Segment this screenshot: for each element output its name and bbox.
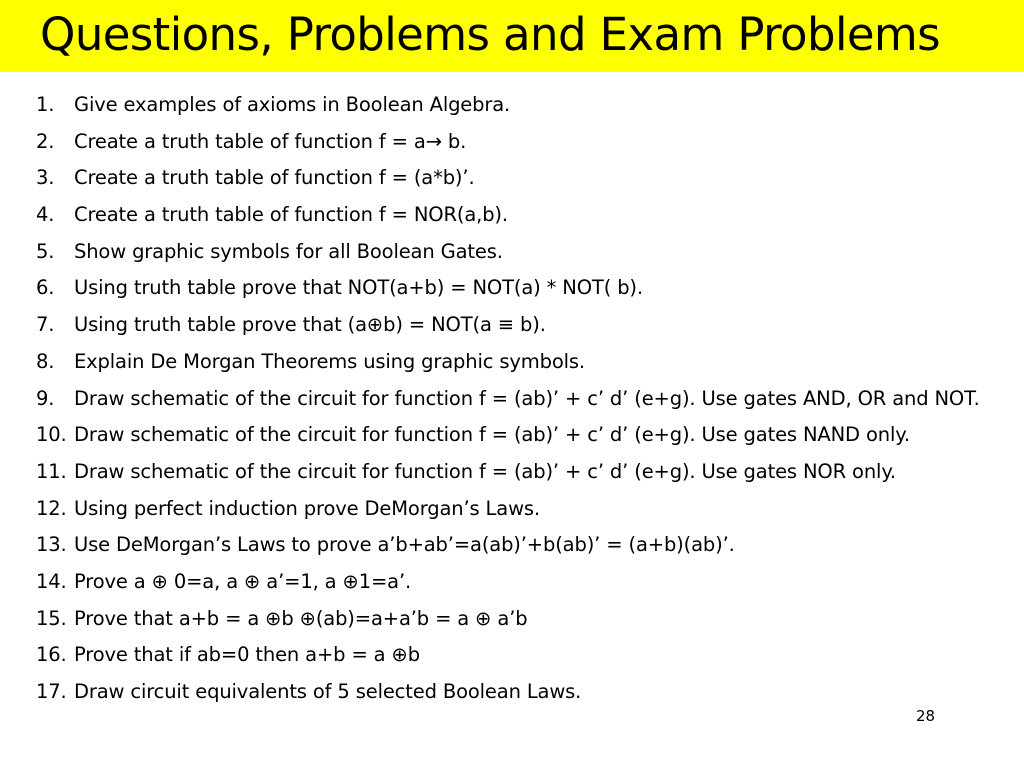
item-number: 2. [36, 129, 55, 153]
item-number: 6. [36, 276, 55, 300]
item-number: 1. [36, 93, 55, 116]
item-text: Create a truth table of function f = (a*b)’. [74, 166, 475, 190]
list-item [36, 494, 996, 525]
item-number: 5. [36, 239, 55, 263]
list-item [36, 457, 996, 488]
item-number: 11. [36, 459, 67, 483]
item-number: 15. [36, 606, 67, 630]
item-text: Draw schematic of the circuit for function f = (ab)’ + c’ d’ (e+g). Use gates AND, OR and NOT. [74, 386, 980, 410]
item-number: 17. [36, 680, 67, 703]
page-number: 28 [916, 707, 936, 725]
item-number: 7. [36, 313, 55, 337]
list-item [36, 640, 996, 671]
list-item [36, 200, 996, 231]
list-item [36, 567, 996, 598]
item-text: Using perfect induction prove DeMorgan’s Laws. [74, 496, 540, 520]
item-text: Draw circuit equivalents of 5 selected Boolean Laws. [74, 680, 582, 703]
item-text: Prove that a+b = a ⊕b ⊕(ab)=a+a’b = a ⊕ a’b [74, 606, 528, 630]
list-item [36, 90, 996, 121]
list-item [36, 127, 996, 158]
item-text: Draw schematic of the circuit for function f = (ab)’ + c’ d’ (e+g). Use gates NAND only. [74, 423, 910, 447]
item-text: Prove a ⊕ 0=a, a ⊕ a’=1, a ⊕1=a’. [74, 569, 412, 593]
question-list [36, 90, 996, 714]
item-text: Give examples of axioms in Boolean Algebra. [74, 93, 511, 116]
item-text: Prove that if ab=0 then a+b = a ⊕b [74, 643, 420, 667]
list-item [36, 347, 996, 378]
item-text: Use DeMorgan’s Laws to prove a’b+ab’=a(ab)’+b(ab)’ = (a+b)(ab)’. [74, 533, 735, 557]
item-number: 10. [36, 423, 67, 447]
list-item [36, 604, 996, 635]
list-item [36, 384, 996, 415]
item-number: 13. [36, 533, 67, 557]
item-number: 14. [36, 569, 67, 593]
item-number: 16. [36, 643, 67, 667]
list-item [36, 677, 996, 708]
item-number: 3. [36, 166, 55, 190]
item-text: Create a truth table of function f = a→ b. [74, 129, 467, 153]
list-item [36, 530, 996, 561]
item-text: Draw schematic of the circuit for function f = (ab)’ + c’ d’ (e+g). Use gates NOR only. [74, 459, 896, 483]
item-number: 4. [36, 203, 55, 227]
list-item [36, 163, 996, 194]
page-title: Questions, Problems and Exam Problems [40, 8, 941, 61]
item-text: Using truth table prove that NOT(a+b) = NOT(a) * NOT( b). [74, 276, 643, 300]
item-text: Explain De Morgan Theorems using graphic symbols. [74, 349, 585, 373]
item-number: 12. [36, 496, 67, 520]
title-bar [0, 0, 1024, 72]
item-number: 9. [36, 386, 55, 410]
item-text: Create a truth table of function f = NOR(a,b). [74, 203, 508, 227]
list-item [36, 237, 996, 268]
item-text: Using truth table prove that (a⊕b) = NOT(a ≡ b). [74, 313, 546, 337]
list-item [36, 273, 996, 304]
item-text: Show graphic symbols for all Boolean Gates. [74, 239, 503, 263]
item-number: 8. [36, 349, 55, 373]
list-item [36, 310, 996, 341]
list-item [36, 420, 996, 451]
